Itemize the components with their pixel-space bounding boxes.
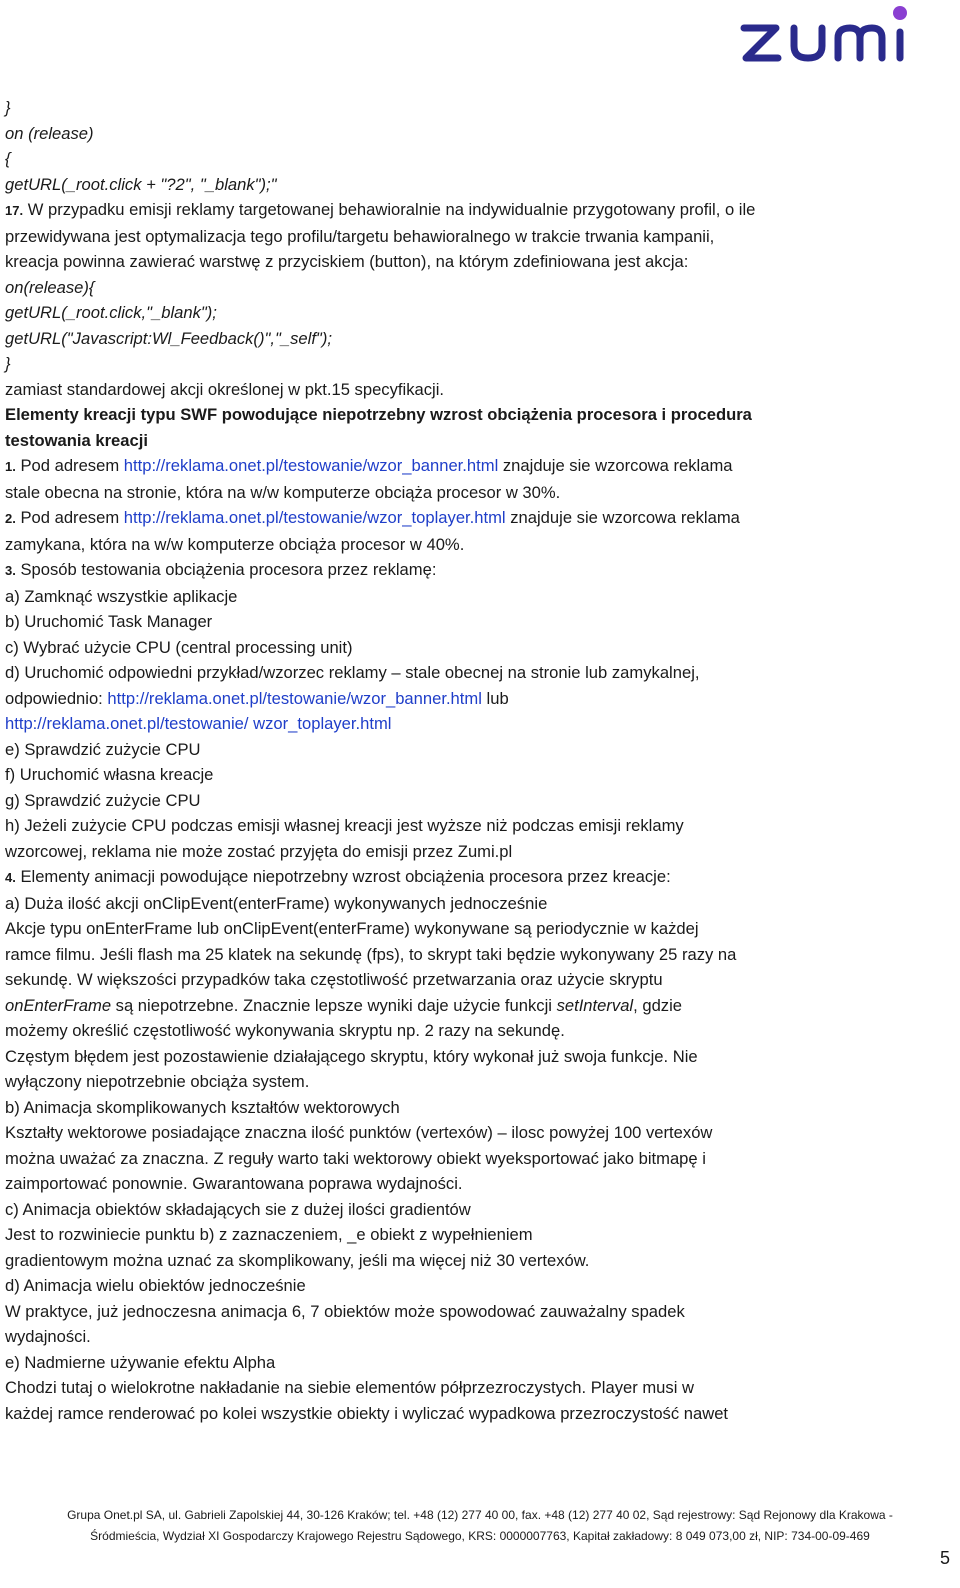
code-line: } <box>5 354 11 373</box>
list-item-1 <box>5 453 950 480</box>
list-item-4 <box>5 864 950 891</box>
item-number: 2. <box>5 511 16 526</box>
text-line: e) Sprawdzić zużycie CPU <box>5 739 201 759</box>
text-span: lub <box>481 688 509 708</box>
code-line: getURL(_root.click + "?2", "_blank");" <box>5 174 277 194</box>
text-line <box>5 711 950 737</box>
link-wzor-banner[interactable]: http://reklama.onet.pl/testowanie/wzor_banner.html <box>123 456 499 475</box>
list-item-2 <box>5 505 950 532</box>
text-span: Pod adresem <box>15 508 124 527</box>
page-footer <box>0 1505 960 1547</box>
link-wzor-banner-2[interactable]: http://reklama.onet.pl/testowanie/wzor_banner.html <box>107 688 482 708</box>
paragraph-17 <box>5 197 950 224</box>
text-line: przewidywana jest optymalizacja tego profilu/targetu behawioralnego w trakcie trwania kampanii, <box>5 226 715 246</box>
text-line: b) Uruchomić Task Manager <box>5 612 213 631</box>
text-line: a) Duża ilość akcji onClipEvent(enterFrame) wykonywanych jednocześnie <box>5 893 548 913</box>
code-line: getURL(_root.click,"_blank"); <box>5 303 217 322</box>
footer-line-2: Śródmieścia, Wydział XI Gospodarczy Krajowego Rejestru Sądowego, KRS: 0000007763, Kapitał zakładowy: 8 049 073,00 zł, NIP: 734-00-09-469 <box>90 1529 870 1543</box>
text-line: f) Uruchomić własna kreacje <box>5 765 214 784</box>
text-line: sekundę. W większości przypadków taka częstotliwość przetwarzania oraz użycie skryptu <box>5 970 663 989</box>
text-line: Kształty wektorowe posiadające znaczna ilość punktów (vertexów) – ilosc powyżej 100 vertexów <box>5 1123 713 1142</box>
text-line: Chodzi tutaj o wielokrotne nakładanie na siebie elementów półprzezroczystych. Player musi w <box>5 1378 694 1397</box>
text-line: Częstym błędem jest pozostawienie działającego skryptu, który wykonał już swoja funkcje. Nie <box>5 1046 698 1066</box>
text-line: Akcje typu onEnterFrame lub onClipEvent(enterFrame) wykonywane są periodycznie w każdej <box>5 919 699 938</box>
page-number: 5 <box>939 1548 950 1568</box>
link-wzor-toplayer[interactable]: http://reklama.onet.pl/testowanie/wzor_toplayer.html <box>123 508 506 527</box>
text-line: stale obecna na stronie, która na w/w komputerze obciąża procesor w 30%. <box>5 482 561 502</box>
text-line: c) Wybrać użycie CPU (central processing unit) <box>5 637 353 657</box>
document-body <box>5 95 950 1426</box>
link-wzor-toplayer-2[interactable]: http://reklama.onet.pl/testowanie/ wzor_toplayer.html <box>5 714 392 733</box>
zumi-logo-graphic <box>736 0 946 70</box>
code-line: { <box>5 149 11 168</box>
code-line: on (release) <box>5 123 94 143</box>
text-line: każdej ramce renderować po kolei wszystkie obiekty i wyliczać wypadkowa przezroczystość nawet <box>5 1403 729 1423</box>
text-span: onEnterFrame <box>5 995 112 1015</box>
text-line: W przypadku emisji reklamy targetowanej behawioralnie na indywidualnie przygotowany profil, o ile <box>23 200 756 219</box>
text-line: h) Jeżeli zużycie CPU podczas emisji własnej kreacji jest wyższe niż podczas emisji reklamy <box>5 816 684 835</box>
list-item-3 <box>5 557 950 584</box>
text-span: , gdzie <box>633 995 683 1015</box>
text-line: e) Nadmierne używanie efektu Alpha <box>5 1352 276 1372</box>
text-span: setInterval <box>556 995 634 1015</box>
item-number: 3. <box>5 563 16 578</box>
zumi-logo <box>736 0 946 70</box>
text-span: odpowiednio: <box>5 688 108 708</box>
text-line: W praktyce, już jednoczesna animacja 6, 7 obiektów może spowodować zauważalny spadek <box>5 1301 685 1321</box>
text-line: można uważać za znaczna. Z reguły warto taki wektorowy obiekt wyeksportować jako bitmapę i <box>5 1148 706 1168</box>
text-line: wzorcowej, reklama nie może zostać przyjęta do emisji przez Zumi.pl <box>5 841 513 861</box>
section-heading: testowania kreacji <box>5 430 148 450</box>
text-line: Jest to rozwiniecie punktu b) z zaznaczeniem, _e obiekt z wypełnieniem <box>5 1225 533 1244</box>
item-number: 1. <box>5 459 16 474</box>
item-number: 17. <box>5 203 24 218</box>
footer-line-1: Grupa Onet.pl SA, ul. Gabrieli Zapolskiej 44, 30-126 Kraków; tel. +48 (12) 277 40 00, fax. +48 (12) 277 40 02, Sąd rejestrowy: Sąd Rejonowy dla Krakowa - <box>67 1508 893 1522</box>
text-line: ramce filmu. Jeśli flash ma 25 klatek na sekundę (fps), to skrypt taki będzie wykonywany 25 razy na <box>5 944 737 964</box>
section-heading: Elementy kreacji typu SWF powodujące niepotrzebny wzrost obciążenia procesora i procedura <box>5 405 752 424</box>
text-line: zamiast standardowej akcji określonej w pkt.15 specyfikacji. <box>5 379 445 399</box>
text-span: Elementy animacji powodujące niepotrzebny wzrost obciążenia procesora przez kreacje: <box>15 867 671 886</box>
text-line: zaimportować ponownie. Gwarantowana poprawa wydajności. <box>5 1174 463 1193</box>
text-line: b) Animacja skomplikowanych kształtów wektorowych <box>5 1097 400 1117</box>
text-line: g) Sprawdzić zużycie CPU <box>5 790 201 810</box>
text-span: Pod adresem <box>15 456 124 475</box>
text-line: kreacja powinna zawierać warstwę z przyciskiem (button), na którym zdefiniowana jest akcja: <box>5 252 689 271</box>
code-line: on(release){ <box>5 277 95 297</box>
text-line: zamykana, która na w/w komputerze obciąża procesor w 40%. <box>5 534 465 554</box>
item-number: 4. <box>5 870 16 885</box>
code-line: } <box>5 98 11 117</box>
text-line <box>5 686 950 712</box>
text-span: znajduje sie wzorcowa reklama <box>498 456 733 475</box>
text-line: d) Animacja wielu obiektów jednocześnie <box>5 1276 306 1295</box>
text-line: c) Animacja obiektów składających sie z dużej ilości gradientów <box>5 1199 471 1219</box>
text-line: gradientowym można uznać za skomplikowany, jeśli ma więcej niż 30 vertexów. <box>5 1250 590 1270</box>
text-line: wydajności. <box>5 1327 91 1346</box>
text-line <box>5 993 950 1019</box>
text-line: wyłączony niepotrzebnie obciąża system. <box>5 1072 310 1091</box>
text-line: a) Zamknąć wszystkie aplikacje <box>5 586 238 606</box>
text-line: możemy określić częstotliwość wykonywania skryptu np. 2 razy na sekundę. <box>5 1021 565 1040</box>
text-span: znajduje sie wzorcowa reklama <box>505 508 740 527</box>
text-span: są niepotrzebne. Znacznie lepsze wyniki daje użycie funkcji <box>111 995 557 1015</box>
code-line: getURL("Javascript:Wl_Feedback()","_self"); <box>5 328 332 348</box>
text-span: Sposób testowania obciążenia procesora przez reklamę: <box>15 560 437 579</box>
text-line: d) Uruchomić odpowiedni przykład/wzorzec reklamy – stale obecnej na stronie lub zamykalnej, <box>5 663 700 682</box>
